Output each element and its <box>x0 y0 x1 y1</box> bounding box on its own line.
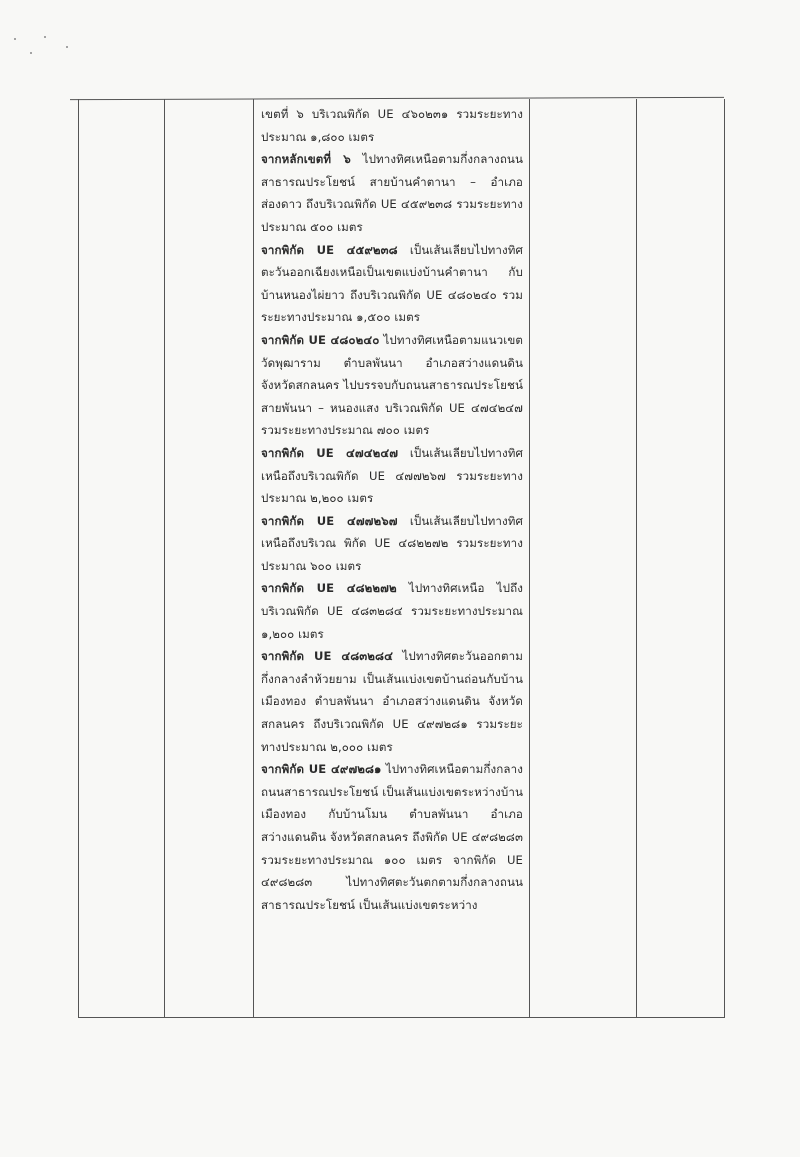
paragraph-lead: จากหลักเขตที่ ๖ <box>261 152 351 167</box>
paragraph-text: ไปทางทิศเหนือ ไปถึงบริเวณพิกัด UE ๔๘๓๒๘๔ รวมระยะทางประมาณ ๑,๒๐๐ เมตร <box>261 581 523 641</box>
boundary-paragraph <box>261 442 523 510</box>
boundary-paragraph <box>261 103 523 148</box>
paragraph-lead: จากพิกัด UE ๔๘๐๒๔๐ <box>261 332 380 347</box>
paragraph-text: เป็นเส้นเลียบไปทางทิศเหนือถึงบริเวณ พิกัด UE ๔๘๒๒๗๒ รวมระยะทางประมาณ ๖๐๐ เมตร <box>261 513 523 573</box>
paragraph-text: ไปทางทิศตะวันออกตามกึ่งกลางลำห้วยยาม เป็นเส้นแบ่งเขตบ้านถ่อนกับบ้านเมืองทอง ตำบลพันนา อำเภอสว่างแดนดิน จังหวัดสกลนคร ถึงบริเวณพิกัด UE ๔๙๗๒๘๑ รวมระยะทางประมาณ ๒,๐๐๐ เมตร <box>261 649 523 754</box>
table-column-divider <box>164 99 165 1018</box>
scan-speck <box>14 38 16 40</box>
paragraph-lead: จากพิกัด UE ๔๗๗๒๖๗ <box>261 513 398 528</box>
paragraph-lead: จากพิกัด UE ๔๕๙๒๓๘ <box>261 242 398 257</box>
boundary-paragraph <box>261 645 523 758</box>
paragraph-lead: จากพิกัด UE ๔๘๒๒๗๒ <box>261 581 397 596</box>
table-bottom-border <box>78 1017 724 1018</box>
table-column-divider <box>724 99 725 1018</box>
paragraph-text: ไปทางทิศเหนือตามกึ่งกลางถนนสาธารณประโยชน์ สายบ้านคำตานา – อำเภอส่องดาว ถึงบริเวณพิกัด UE ๔๕๙๒๓๘ รวมระยะทางประมาณ ๕๐๐ เมตร <box>261 152 523 234</box>
paragraph-text: เขตที่ ๖ บริเวณพิกัด UE ๔๖๐๒๓๑ รวมระยะทางประมาณ ๑,๘๐๐ เมตร <box>261 107 523 144</box>
paragraph-text: เป็นเส้นเลียบไปทางทิศตะวันออกเฉียงเหนือเป็นเขตแบ่งบ้านคำตานา กับบ้านหนองไผ่ยาว ถึงบริเวณพิกัด UE ๔๘๐๒๔๐ รวมระยะทางประมาณ ๑,๕๐๐ เมตร <box>261 242 523 325</box>
boundary-paragraph <box>261 239 523 329</box>
paragraph-text: เป็นเส้นเลียบไปทางทิศเหนือถึงบริเวณพิกัด UE ๔๗๗๒๖๗ รวมระยะทางประมาณ ๒,๒๐๐ เมตร <box>261 445 523 506</box>
paragraph-lead: จากพิกัด UE ๔๙๗๒๘๑ <box>261 762 382 777</box>
scan-speck <box>44 36 46 38</box>
boundary-paragraph <box>261 510 523 578</box>
table-column-divider <box>636 99 637 1018</box>
paragraph-lead: จากพิกัด UE ๔๗๔๒๔๗ <box>261 445 399 460</box>
table-column-divider <box>529 99 530 1018</box>
table-column-divider <box>78 99 79 1018</box>
boundary-paragraph <box>261 758 523 916</box>
table-top-border <box>70 97 724 100</box>
scan-speck <box>66 46 68 48</box>
boundary-paragraph <box>261 329 523 442</box>
paragraph-text: ไปทางทิศเหนือตามแนวเขตวัดพุฒาราม ตำบลพันนา อำเภอสว่างแดนดิน จังหวัดสกลนคร ไปบรรจบกับถนนสาธารณประโยชน์สายพันนา – หนองแสง บริเวณพิกัด UE ๔๗๔๒๔๗ รวมระยะทางประมาณ ๗๐๐ เมตร <box>261 332 523 438</box>
table-column-divider <box>253 99 254 1018</box>
boundary-paragraph <box>261 577 523 645</box>
paragraph-lead: จากพิกัด UE ๔๘๓๒๘๔ <box>261 649 393 664</box>
paragraph-text: ไปทางทิศเหนือตามกึ่งกลางถนนสาธารณประโยชน์ เป็นเส้นแบ่งเขตระหว่างบ้านเมืองทอง กับบ้านโมน ตำบลพันนา อำเภอสว่างแดนดิน จังหวัดสกลนคร ถึงพิกัด UE ๔๙๘๒๘๓ รวมระยะทางประมาณ ๑๐๐ เมตร จากพิกัด UE ๔๙๘๒๘๓ ไปทางทิศตะวันตกตามกึ่งกลางถนนสาธารณประโยชน์ เป็นเส้นแบ่งเขตระหว่าง <box>261 762 523 912</box>
boundary-description-cell <box>261 103 523 916</box>
scan-speck <box>30 52 32 54</box>
boundary-paragraph <box>261 148 523 238</box>
